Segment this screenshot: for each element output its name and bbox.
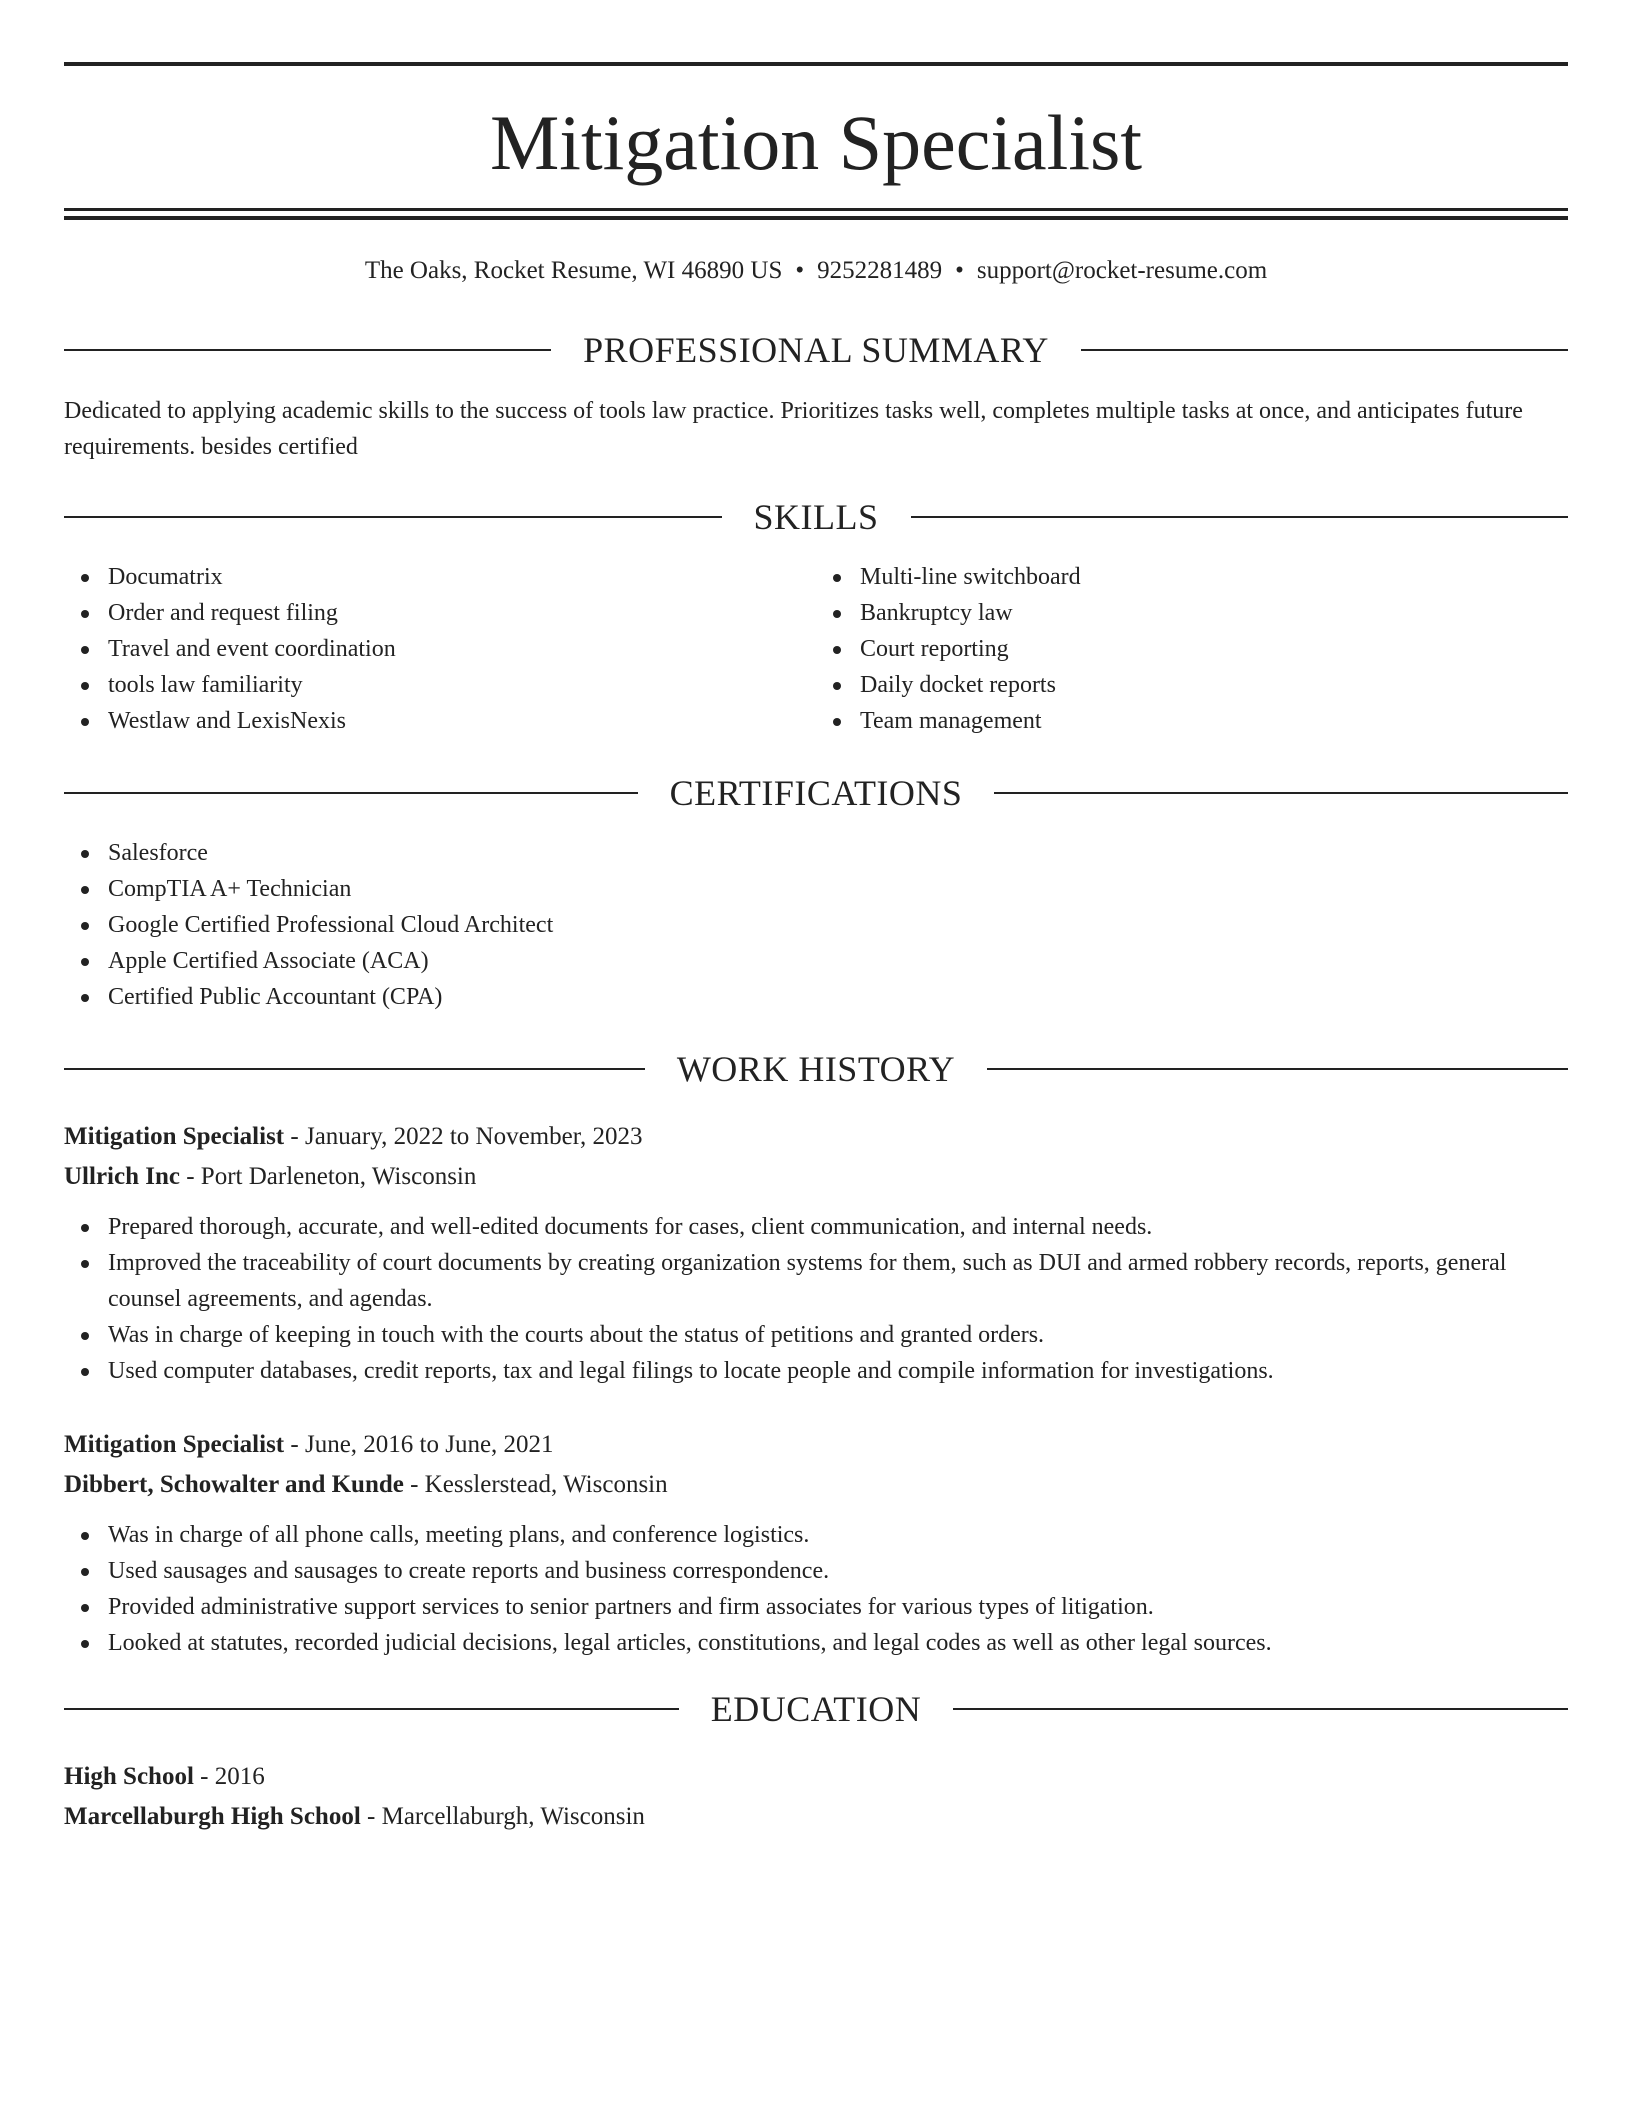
certification-item: CompTIA A+ Technician bbox=[108, 871, 1568, 907]
education-title: EDUCATION bbox=[710, 1689, 922, 1729]
contact-email: support@rocket-resume.com bbox=[976, 257, 1268, 284]
skill-item: Bankruptcy law bbox=[860, 595, 1568, 631]
heading-rule-left bbox=[64, 1708, 679, 1710]
education-location: - Marcellaburgh, Wisconsin bbox=[360, 1803, 645, 1830]
job-role-line bbox=[64, 1117, 1568, 1157]
job-entry bbox=[64, 1117, 1568, 1389]
certification-item: Salesforce bbox=[108, 835, 1568, 871]
work-history-heading bbox=[64, 1051, 1568, 1087]
contact-phone: 9252281489 bbox=[817, 257, 943, 284]
education-school: Marcellaburgh High School bbox=[64, 1803, 361, 1830]
certification-item: Apple Certified Associate (ACA) bbox=[108, 943, 1568, 979]
skills-list bbox=[64, 559, 1568, 739]
job-company: Dibbert, Schowalter and Kunde bbox=[64, 1471, 404, 1498]
certifications-title: CERTIFICATIONS bbox=[669, 773, 963, 813]
job-dates: - January, 2022 to November, 2023 bbox=[284, 1123, 643, 1150]
top-rule bbox=[64, 62, 1568, 66]
job-entry bbox=[64, 1425, 1568, 1661]
heading-rule-left bbox=[64, 516, 722, 518]
header-double-rule bbox=[64, 208, 1568, 220]
skill-item: Team management bbox=[860, 703, 1568, 739]
heading-rule-right bbox=[987, 1068, 1568, 1070]
education-school-line bbox=[64, 1797, 1568, 1837]
skills-heading bbox=[64, 499, 1568, 535]
heading-rule-right bbox=[994, 792, 1568, 794]
work-history-title: WORK HISTORY bbox=[676, 1049, 956, 1089]
job-dates: - June, 2016 to June, 2021 bbox=[284, 1431, 554, 1458]
heading-rule-right bbox=[911, 516, 1569, 518]
summary-heading bbox=[64, 332, 1568, 368]
job-bullet: Was in charge of all phone calls, meeting plans, and conference logistics. bbox=[108, 1517, 1568, 1553]
resume-name: Mitigation Specialist bbox=[489, 99, 1143, 186]
job-bullets bbox=[64, 1209, 1568, 1389]
education-degree-line bbox=[64, 1757, 1568, 1797]
job-role: Mitigation Specialist bbox=[64, 1431, 285, 1458]
summary-title: PROFESSIONAL SUMMARY bbox=[583, 330, 1049, 370]
education-degree: High School bbox=[64, 1763, 194, 1790]
job-bullet: Prepared thorough, accurate, and well-edited documents for cases, client communication, and internal needs. bbox=[108, 1209, 1568, 1245]
contact-separator-2: • bbox=[955, 257, 964, 284]
contact-line bbox=[64, 256, 1568, 286]
contact-address: The Oaks, Rocket Resume, WI 46890 US bbox=[364, 257, 783, 284]
certifications-heading bbox=[64, 775, 1568, 811]
job-company-line bbox=[64, 1157, 1568, 1197]
skill-item: Order and request filing bbox=[108, 595, 816, 631]
heading-rule-right bbox=[953, 1708, 1568, 1710]
heading-rule-right bbox=[1081, 349, 1568, 351]
skill-item: Westlaw and LexisNexis bbox=[108, 703, 816, 739]
job-role-line bbox=[64, 1425, 1568, 1465]
job-bullet: Used computer databases, credit reports, tax and legal filings to locate people and compile information for investigations. bbox=[108, 1353, 1568, 1389]
skill-item: Documatrix bbox=[108, 559, 816, 595]
heading-rule-left bbox=[64, 792, 638, 794]
heading-rule-left bbox=[64, 1068, 645, 1070]
job-company-line bbox=[64, 1465, 1568, 1505]
education-entry bbox=[64, 1757, 1568, 1837]
skill-item: Multi-line switchboard bbox=[860, 559, 1568, 595]
job-bullet: Used sausages and sausages to create reports and business correspondence. bbox=[108, 1553, 1568, 1589]
education-heading bbox=[64, 1691, 1568, 1727]
resume-page bbox=[64, 62, 1568, 1837]
job-location: - Kesslerstead, Wisconsin bbox=[403, 1471, 668, 1498]
certification-item: Google Certified Professional Cloud Architect bbox=[108, 907, 1568, 943]
skill-item: tools law familiarity bbox=[108, 667, 816, 703]
job-bullet: Provided administrative support services to senior partners and firm associates for various types of litigation. bbox=[108, 1589, 1568, 1625]
skill-item: Travel and event coordination bbox=[108, 631, 816, 667]
skill-item: Court reporting bbox=[860, 631, 1568, 667]
summary-text: Dedicated to applying academic skills to the success of tools law practice. Prioritizes tasks well, completes multiple tasks at once, and anticipates future requirements. besides certified bbox=[64, 398, 1523, 460]
job-bullet: Improved the traceability of court documents by creating organization systems for them, such as DUI and armed robbery records, reports, general counsel agreements, and agendas. bbox=[108, 1245, 1568, 1317]
job-bullets bbox=[64, 1517, 1568, 1661]
job-bullet: Was in charge of keeping in touch with the courts about the status of petitions and granted orders. bbox=[108, 1317, 1568, 1353]
job-location: - Port Darleneton, Wisconsin bbox=[179, 1163, 477, 1190]
job-role: Mitigation Specialist bbox=[64, 1123, 285, 1150]
skills-column-right bbox=[816, 559, 1568, 739]
skills-title: SKILLS bbox=[753, 497, 879, 537]
certifications-list bbox=[64, 835, 1568, 1015]
contact-separator-1: • bbox=[795, 257, 805, 284]
education-year: - 2016 bbox=[193, 1763, 265, 1790]
job-bullet: Looked at statutes, recorded judicial decisions, legal articles, constitutions, and legal codes as well as other legal sources. bbox=[108, 1625, 1568, 1661]
heading-rule-left bbox=[64, 349, 551, 351]
certification-item: Certified Public Accountant (CPA) bbox=[108, 979, 1568, 1015]
skill-item: Daily docket reports bbox=[860, 667, 1568, 703]
job-company: Ullrich Inc bbox=[64, 1163, 180, 1190]
skills-column-left bbox=[64, 559, 816, 739]
